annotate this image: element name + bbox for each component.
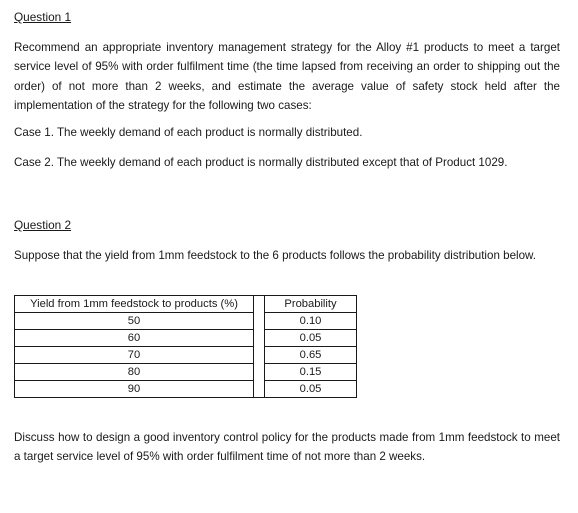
table-row (15, 381, 357, 398)
cell-probability: 0.10 (265, 313, 357, 330)
header-probability: Probability (265, 296, 357, 313)
table-row (15, 347, 357, 364)
yield-probability-table (14, 295, 357, 398)
table-gap (254, 296, 265, 313)
cell-probability: 0.65 (265, 347, 357, 364)
table-row (15, 313, 357, 330)
header-yield: Yield from 1mm feedstock to products (%) (15, 296, 254, 313)
cell-yield: 50 (15, 313, 254, 330)
table-header-row (15, 296, 357, 313)
case-2-text: Case 2. The weekly demand of each product is normally distributed except that of Product 1029. (14, 156, 508, 169)
cell-yield: 80 (15, 364, 254, 381)
case-1-text: Case 1. The weekly demand of each product is normally distributed. (14, 126, 363, 139)
cell-probability: 0.15 (265, 364, 357, 381)
cell-probability: 0.05 (265, 381, 357, 398)
table-row (15, 364, 357, 381)
cell-yield: 90 (15, 381, 254, 398)
question-1-heading: Question 1 (14, 10, 72, 24)
question-2-closing: Discuss how to design a good inventory control policy for the products made from 1mm feedstock to meet a target service level of 95% with order fulfilment time of not more than 2 weeks. (14, 431, 560, 464)
question-2-heading: Question 2 (14, 218, 72, 232)
cell-probability: 0.05 (265, 330, 357, 347)
table-row (15, 330, 357, 347)
question-2-intro: Suppose that the yield from 1mm feedstock to the 6 products follows the probability distribution below. (14, 249, 537, 262)
cell-yield: 60 (15, 330, 254, 347)
question-1-body: Recommend an appropriate inventory management strategy for the Alloy #1 products to meet a target service level of 95% with order fulfilment time (the time lapsed from receiving an order to shipping out the order) of not more than 2 weeks, and estimate the average value of safety stock held after the implementation of the strategy for the following two cases: (14, 41, 560, 113)
cell-yield: 70 (15, 347, 254, 364)
